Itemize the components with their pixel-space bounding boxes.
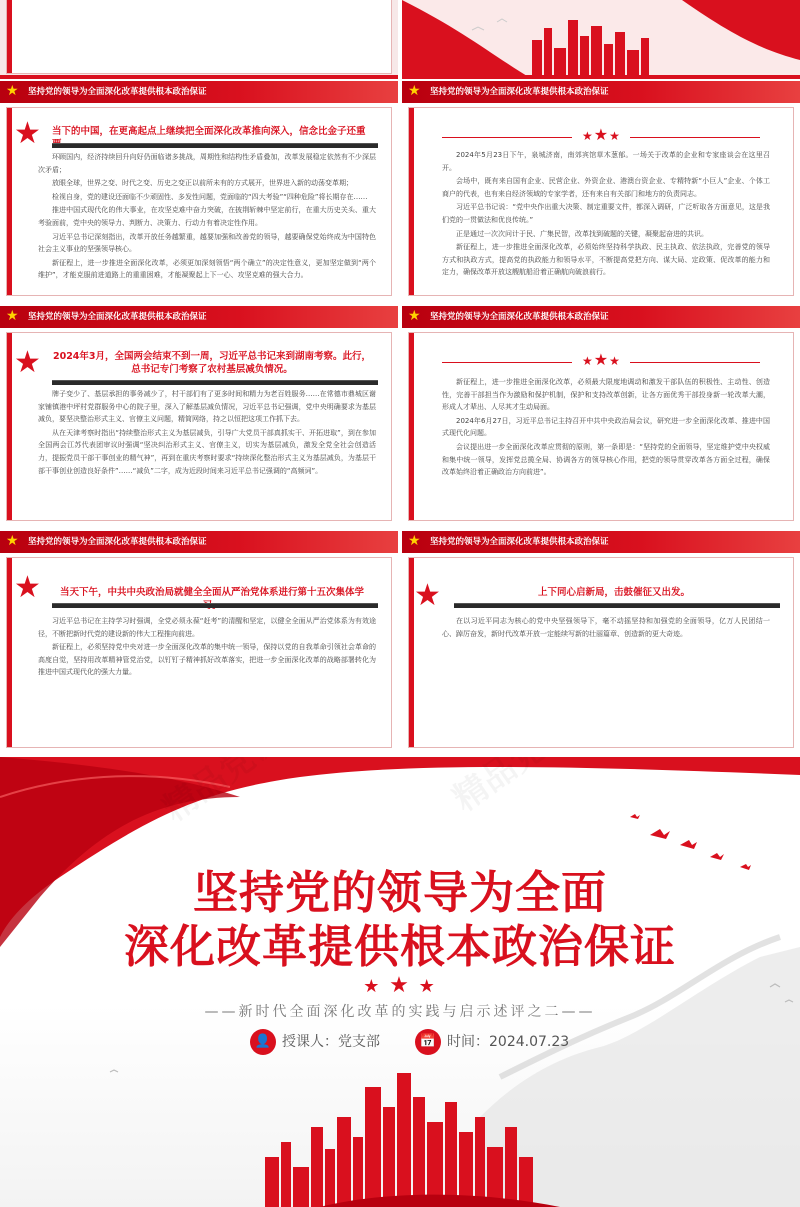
paragraph: 放眼全球，世界之变、时代之变、历史之变正以前所未有的方式展开，世界进入新的动荡变革期； — [52, 179, 353, 188]
star-icon: ★ — [408, 83, 421, 99]
slide-body — [442, 149, 770, 280]
divider — [630, 362, 760, 363]
slide-header-title: 坚持党的领导为全面深化改革提供根本政治保证 — [28, 87, 207, 97]
divider — [442, 137, 572, 138]
divider — [630, 137, 760, 138]
slide-body — [38, 388, 376, 478]
slide-row2-right[interactable] — [402, 81, 800, 301]
paragraph: 会场中，既有来自国有企业、民营企业、外资企业、港澳台资企业、专精特新“小巨人”企业、个体工商户的代表，也有来自经济领域的专家学者，还有来自有关部门和地方的负责同志。 — [442, 177, 770, 198]
slide-card — [6, 0, 392, 74]
presenter-label: 授课人：党支部 — [282, 1034, 380, 1050]
slide-heading: 当下的中国，在更高起点上继续把全面深化改革推向深入，信念比金子还重 — [52, 126, 366, 137]
slide-body — [442, 615, 770, 641]
date-info — [415, 1027, 569, 1057]
slide-header — [402, 306, 800, 328]
star-icon: ★ — [14, 116, 41, 151]
slide-fragment-right[interactable] — [402, 0, 800, 79]
slide-heading: 当天下午，中共中央政治局就健全全面从严治党体系进行第十五次集体学 — [59, 587, 364, 598]
star-icon: ★ — [6, 533, 19, 549]
slide-body — [38, 151, 376, 283]
slide-row4-right[interactable] — [402, 531, 800, 753]
cover-slide[interactable] — [0, 757, 800, 1207]
slide-body — [442, 376, 770, 480]
divider — [52, 603, 378, 608]
divider — [442, 362, 572, 363]
slide-heading: 上下同心启新局，击鼓催征又出发。 — [537, 587, 690, 598]
paragraph: 在以习近平同志为核心的党中央坚强领导下，毫不动摇坚持和加强党的全面领导，亿万人民团结一心、踔厉奋发，新时代改革开放一定能续写新的壮丽篇章、创造新的更大奇迹。 — [442, 617, 770, 638]
paragraph: 会议提出进一步全面深化改革应贯彻的原则，第一条即是：“坚持党的全面领导，坚定维护党中央权威和集中统一领导，发挥党总揽全局、协调各方的领导核心作用，把党的领导贯穿改革各方面全过程，确保改革始终沿着正确政治方向前进”。 — [442, 442, 770, 477]
paragraph: 习近平总书记说：“党中央作出重大决策、制定重要文件，都深入调研，广泛听取各方面意见，这是我们党的一贯做法和优良传统。” — [442, 203, 770, 224]
slide-header-title: 坚持党的领导为全面深化改革提供根本政治保证 — [28, 537, 207, 547]
slide-header — [0, 306, 398, 328]
paragraph: 牌子变少了、基层承担的事务减少了，村干部们有了更多时间和精力为老百姓服务……在常德市鼎城区谢家铺镇港中坪村党群服务中心的院子里，深入了解基层减负情况，习近平总书记强调，党中央明确要求为基层减负，要坚决整治形式主义、官僚主义问题，精简网络，持之以恒把这项工作抓下去。 — [38, 390, 376, 424]
star-icon: ★ — [14, 570, 41, 605]
paragraph: 2024年6月27日，习近平总书记主持召开中共中央政治局会议，研究进一步全面深化改革、推进中国式现代化问题。 — [442, 416, 770, 438]
divider — [52, 143, 378, 148]
slide-bottom-bar — [0, 75, 398, 79]
slide-header — [402, 81, 800, 103]
paragraph: 新征程上，进一步推进全面深化改革，必须最大限度地调动和激发干部队伍的积极性、主动性、创造性，完善干部担当作为激励和保护机制，保护和支持改革创新，让各方面优秀干部投身新一轮改革大潮，形成人才辈出、人尽其才生动局面。 — [442, 378, 770, 412]
presenter-info — [250, 1027, 380, 1057]
star-icon: ★ — [14, 345, 41, 380]
slide-row2-left[interactable] — [0, 81, 398, 301]
cover-title-line2: 深化改革提供根本政治保证 — [123, 920, 676, 973]
slide-row4-left[interactable] — [0, 531, 398, 753]
paragraph: 习近平总书记在主持学习时强调，全党必须永葆“赶考”的清醒和坚定，以健全全面从严治党体系为有效途径，不断把新时代党的建设新的伟大工程推向前进。 — [38, 617, 376, 638]
star-icon: ★ — [414, 578, 441, 613]
star-icon: ★ — [408, 308, 421, 324]
paragraph: 从在天津考察时指出“持续整治形式主义为基层减负，引导广大党员干部真抓实干、开拓进取”，到在参加全国两会江苏代表团审议时强调“坚决纠治形式主义、官僚主义，切实为基层减负，激发全党全社会创造活力，提振党员干部干事创业的精气神”，再到在重庆考察时要求“持续深化整治形式主义为基层减负，为基层干部干事创业创造良好条件”……“减负”二字，成为近段时间来习近平总书记强调的“高频词”。 — [38, 428, 376, 475]
slide-header — [0, 81, 398, 103]
stars-ornament-icon: ★★★ — [582, 125, 621, 144]
paragraph: 新征程上，进一步推进全面深化改革，必须更加深刻领悟“两个确立”的决定性意义，更加坚定做到“两个维护”，才能克服前进道路上的重重困难，才能凝聚起上下一心、攻坚克难的强大合力。 — [38, 258, 376, 280]
city-skyline-graphic — [402, 0, 800, 79]
slide-header-title: 坚持党的领导为全面深化改革提供根本政治保证 — [28, 312, 207, 322]
user-icon: 👤 — [250, 1029, 276, 1055]
stars-ornament-icon: ★ ★ ★ — [363, 973, 437, 998]
slide-header — [402, 531, 800, 553]
slide-header — [0, 531, 398, 553]
slide-row3-right[interactable] — [402, 306, 800, 526]
star-icon: ★ — [408, 533, 421, 549]
cover-subtitle: ——新时代全面深化改革的实践与启示述评之二—— — [204, 1004, 596, 1020]
slide-header-title: 坚持党的领导为全面深化改革提供根本政治保证 — [430, 537, 609, 547]
calendar-icon: 📅 — [415, 1029, 441, 1055]
paragraph: 新征程上，必须坚持党中央对进一步全面深化改革的集中统一领导，保持以党的自我革命引领社会革命的高度自觉，坚持用改革精神管党治党，以钉钉子精神抓好改革落实，把进一步全面深化改革的战略部署转化为推进中国式现代化的强大力量。 — [38, 643, 376, 677]
date-label: 时间：2024.07.23 — [447, 1034, 570, 1050]
cover-title-line1: 坚持党的领导为全面 — [192, 866, 607, 919]
divider — [52, 380, 378, 385]
paragraph: 检视自身，党的建设还面临不少顽固性、多发性问题，党面临的“四大考验”“四种危险”将长期存在…… — [52, 192, 368, 201]
stars-ornament-icon: ★★★ — [582, 350, 621, 369]
star-icon: ★ — [6, 83, 19, 99]
divider — [454, 603, 780, 608]
paragraph: 正是通过一次次问计于民、广集民智，改革找到破题的关键，凝聚起奋进的共识。 — [456, 229, 708, 238]
paragraph: 环顾国内，经济持续回升向好仍面临诸多挑战，周期性和结构性矛盾叠加，改革发展稳定依然有不少深层次矛盾； — [38, 153, 376, 174]
slide-heading: 2024年3月，全国两会结束不到一周，习近平总书记来到湖南考察。此行，总书记专门考察了农村基层减负情况。 — [52, 351, 372, 375]
star-icon: ★ — [6, 308, 19, 324]
slide-body — [38, 615, 376, 680]
slide-header-title: 坚持党的领导为全面深化改革提供根本政治保证 — [430, 87, 609, 97]
paragraph: 新征程上，进一步推进全面深化改革，必须始终坚持科学执政、民主执政、依法执政，完善党的领导方式和执政方式，提高党的执政能力和领导水平，不断提高党把方向、谋大局、定政策、促改革的能力和定力，确保改革开放这艘航船沿着正确航向破浪前行。 — [442, 243, 770, 277]
paragraph: 习近平总书记深刻指出，改革开放任务越繁重，越要加强和改善党的领导，越要确保党始终成为中国特色社会主义事业的坚强领导核心。 — [38, 232, 376, 254]
paragraph: 推进中国式现代化的伟大事业，在攻坚克难中奋力突破，在披荆斩棘中坚定前行，在重大历史关头、重大考验面前，党中央的领导力、判断力、决策力、行动力有着决定性作用。 — [38, 206, 376, 227]
paragraph: 2024年5月23日下午，泉城济南，南郊宾馆草木葱郁。一场关于改革的企业和专家座谈会在这里召开。 — [442, 151, 770, 172]
slide-header-title: 坚持党的领导为全面深化改革提供根本政治保证 — [430, 312, 609, 322]
slide-row3-left[interactable] — [0, 306, 398, 526]
slide-fragment-left[interactable] — [0, 0, 398, 79]
